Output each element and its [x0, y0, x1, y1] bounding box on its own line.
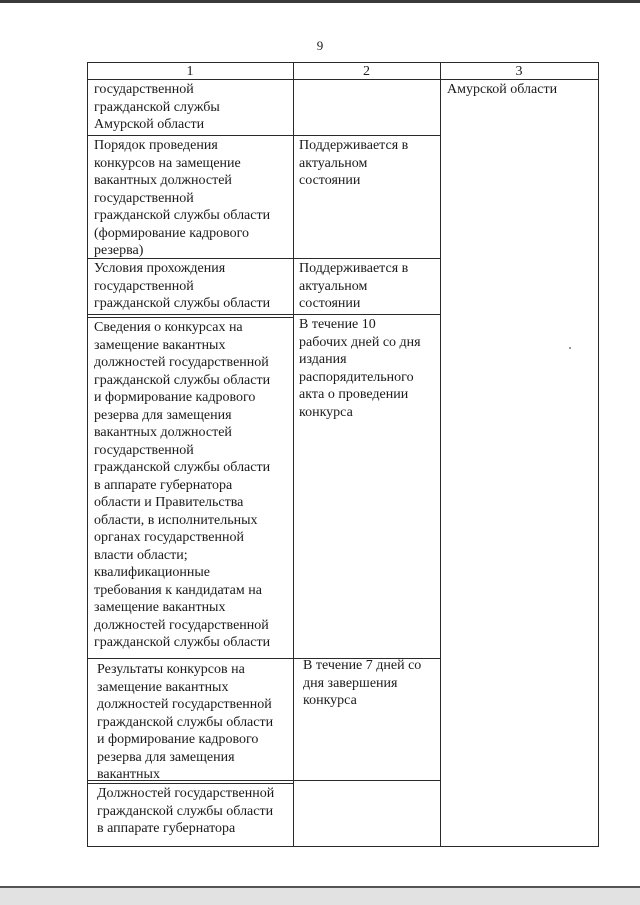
cell-row5-col1: Результаты конкурсов на замещение вакантных должностей государственной гражданской службы области и формирование кадрового резерва для замещения вакантных [97, 662, 274, 782]
column-header-2: 2 [363, 64, 370, 79]
cell-row2-col1: Порядок проведения конкурсов на замещение вакантных должностей государственной гражданской службы области (формирование кадрового резерва) [94, 138, 271, 258]
table-border-top [87, 62, 599, 63]
cell-row1-col1: государственной гражданской службы Амурской области [94, 82, 220, 132]
cell-row3-col2: Поддерживается в актуальном состоянии [299, 261, 409, 311]
document-table [87, 62, 599, 847]
table-border-col2-col3 [440, 62, 441, 847]
cell-col3-region: Амурской области [447, 82, 558, 97]
scan-top-edge [0, 0, 640, 3]
table-border-right [598, 62, 599, 847]
scan-speck [569, 347, 571, 349]
cell-row3-col1: Условия прохождения государственной гражданской службы области [94, 261, 271, 311]
row-border [87, 317, 293, 318]
page-number: 9 [316, 38, 324, 53]
column-header-1: 1 [186, 64, 194, 79]
cell-row4-col2: В течение 10 рабочих дней со дня издания распорядительного акта о проведении конкурса [299, 317, 421, 420]
cell-row4-col1: Сведения о конкурсах на замещение вакантных должностей государственной гражданской службы области и формирование кадрового резерва для замещения вакантных должностей государственной гражданской службы области в аппарате губернатора области и Правительства области, в исполнительных органах государственной власти области; квалификационные требования к кандидатам на замещение вакантных должностей государственной гражданской службы области [94, 320, 271, 650]
cell-row5-col2: В течение 7 дней со дня завершения конкурса [303, 658, 422, 708]
row-border [87, 135, 440, 136]
table-border-col1-col2 [293, 62, 294, 847]
cell-row2-col2: Поддерживается в актуальном состоянии [299, 138, 409, 188]
table-border-bottom [87, 846, 599, 847]
table-border-left [87, 62, 88, 847]
scan-bottom-edge [0, 886, 640, 905]
column-header-3: 3 [515, 64, 523, 79]
cell-row6-col1: Должностей государственной гражданской службы области в аппарате губернатора [97, 786, 275, 836]
row-border [87, 314, 440, 315]
